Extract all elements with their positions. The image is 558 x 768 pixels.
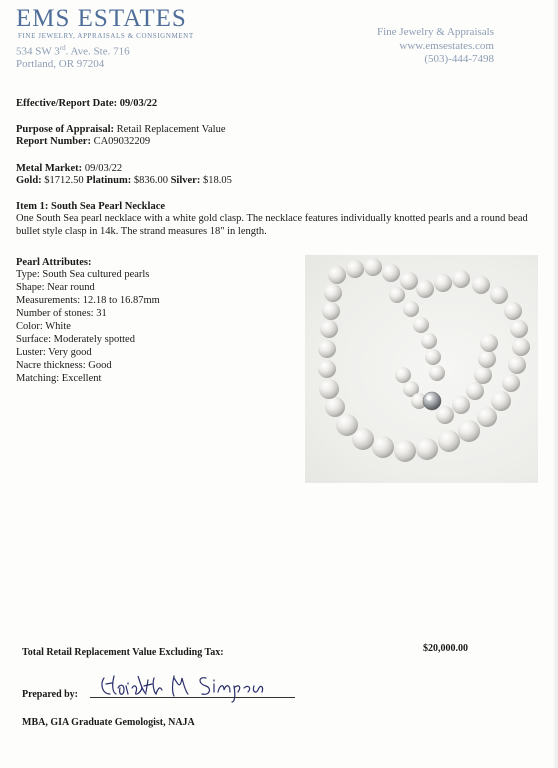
pearl <box>364 258 382 276</box>
attribute-line: Surface: Moderately spotted <box>16 334 135 345</box>
pearl <box>480 334 498 352</box>
pearl <box>478 350 496 368</box>
attribute-line: Shape: Near round <box>16 282 95 293</box>
pearl <box>325 397 345 417</box>
effective-date: Effective/Report Date: 09/03/22 <box>16 98 158 109</box>
pearl <box>413 317 429 333</box>
pearl <box>318 340 336 358</box>
pearl <box>436 406 454 424</box>
attribute-line: Number of stones: 31 <box>16 308 107 319</box>
attributes-heading: Pearl Attributes: <box>16 257 92 268</box>
pearl <box>346 260 364 278</box>
pearl <box>389 287 405 303</box>
address-line-2: Portland, OR 97204 <box>16 58 105 70</box>
pearl <box>452 396 470 414</box>
pearl <box>477 407 497 427</box>
pearl <box>512 338 530 356</box>
credentials: MBA, GIA Graduate Gemologist, NAJA <box>22 717 195 728</box>
metal-prices: Gold: $1712.50 Platinum: $836.00 Silver: $18.05 <box>16 175 232 186</box>
contact-tagline: Fine Jewelry & Appraisals <box>376 26 494 38</box>
pearl <box>429 365 445 381</box>
pearl-necklace-image <box>305 255 538 483</box>
prepared-by-label: Prepared by: <box>22 689 79 700</box>
pearl <box>491 391 511 411</box>
attribute-line: Type: South Sea cultured pearls <box>16 269 150 280</box>
attribute-line: Luster: Very good <box>16 347 92 358</box>
attribute-line: Measurements: 12.18 to 16.87mm <box>16 295 160 306</box>
pearl <box>318 360 336 378</box>
pearl <box>336 414 358 436</box>
pearl <box>466 382 484 400</box>
pearl <box>508 356 526 374</box>
pearl <box>472 276 490 294</box>
metal-market: Metal Market: 09/03/22 <box>16 163 123 174</box>
pearl <box>510 320 528 338</box>
pearl <box>320 320 338 338</box>
pearl <box>438 430 460 452</box>
pearl <box>403 301 419 317</box>
pearl <box>400 272 418 290</box>
pearl <box>395 367 411 383</box>
attribute-line: Nacre thickness: Good <box>16 360 112 371</box>
pearl <box>416 280 434 298</box>
pearl <box>328 266 346 284</box>
pearl <box>324 284 342 302</box>
total-value: $20,000.00 <box>423 643 468 654</box>
attribute-line: Matching: Excellent <box>16 373 102 384</box>
pearl <box>502 374 520 392</box>
pearl <box>382 264 400 282</box>
pearl <box>434 274 452 292</box>
pearl-necklace-photo <box>305 255 538 483</box>
scan-edge-shadow <box>552 0 558 768</box>
company-tagline: FINE JEWELRY, APPRAISALS & CONSIGNMENT <box>18 32 194 40</box>
pearl <box>319 379 339 399</box>
pearl <box>452 270 470 288</box>
total-value-label: Total Retail Replacement Value Excluding Tax: <box>22 647 224 658</box>
pearl <box>322 302 340 320</box>
pearl <box>504 302 522 320</box>
pearl <box>458 420 480 442</box>
pearl <box>416 438 438 460</box>
attribute-line: Color: White <box>16 321 71 332</box>
signature-line <box>90 697 295 698</box>
pearl <box>421 333 437 349</box>
pearl <box>394 440 416 462</box>
purpose-of-appraisal: Purpose of Appraisal: Retail Replacement Value <box>16 124 226 135</box>
contact-phone: (503)-444-7498 <box>424 53 494 65</box>
address-line-1: 534 SW 3rd. Ave. Ste. 716 <box>16 44 130 58</box>
report-number: Report Number: CA09032209 <box>16 136 151 147</box>
contact-website: www.emsestates.com <box>399 40 494 52</box>
item-description: One South Sea pearl necklace with a white gold clasp. The necklace features individually knotted pearls and a round bead bullet style clasp in 14k. The strand measures 18" in length. <box>16 213 528 237</box>
item-title: Item 1: South Sea Pearl Necklace <box>16 201 166 212</box>
company-logo: EMS ESTATES <box>16 5 187 32</box>
pearl <box>490 286 508 304</box>
pearl <box>474 366 492 384</box>
pearl <box>372 436 394 458</box>
signature <box>98 670 268 704</box>
pearl <box>425 349 441 365</box>
